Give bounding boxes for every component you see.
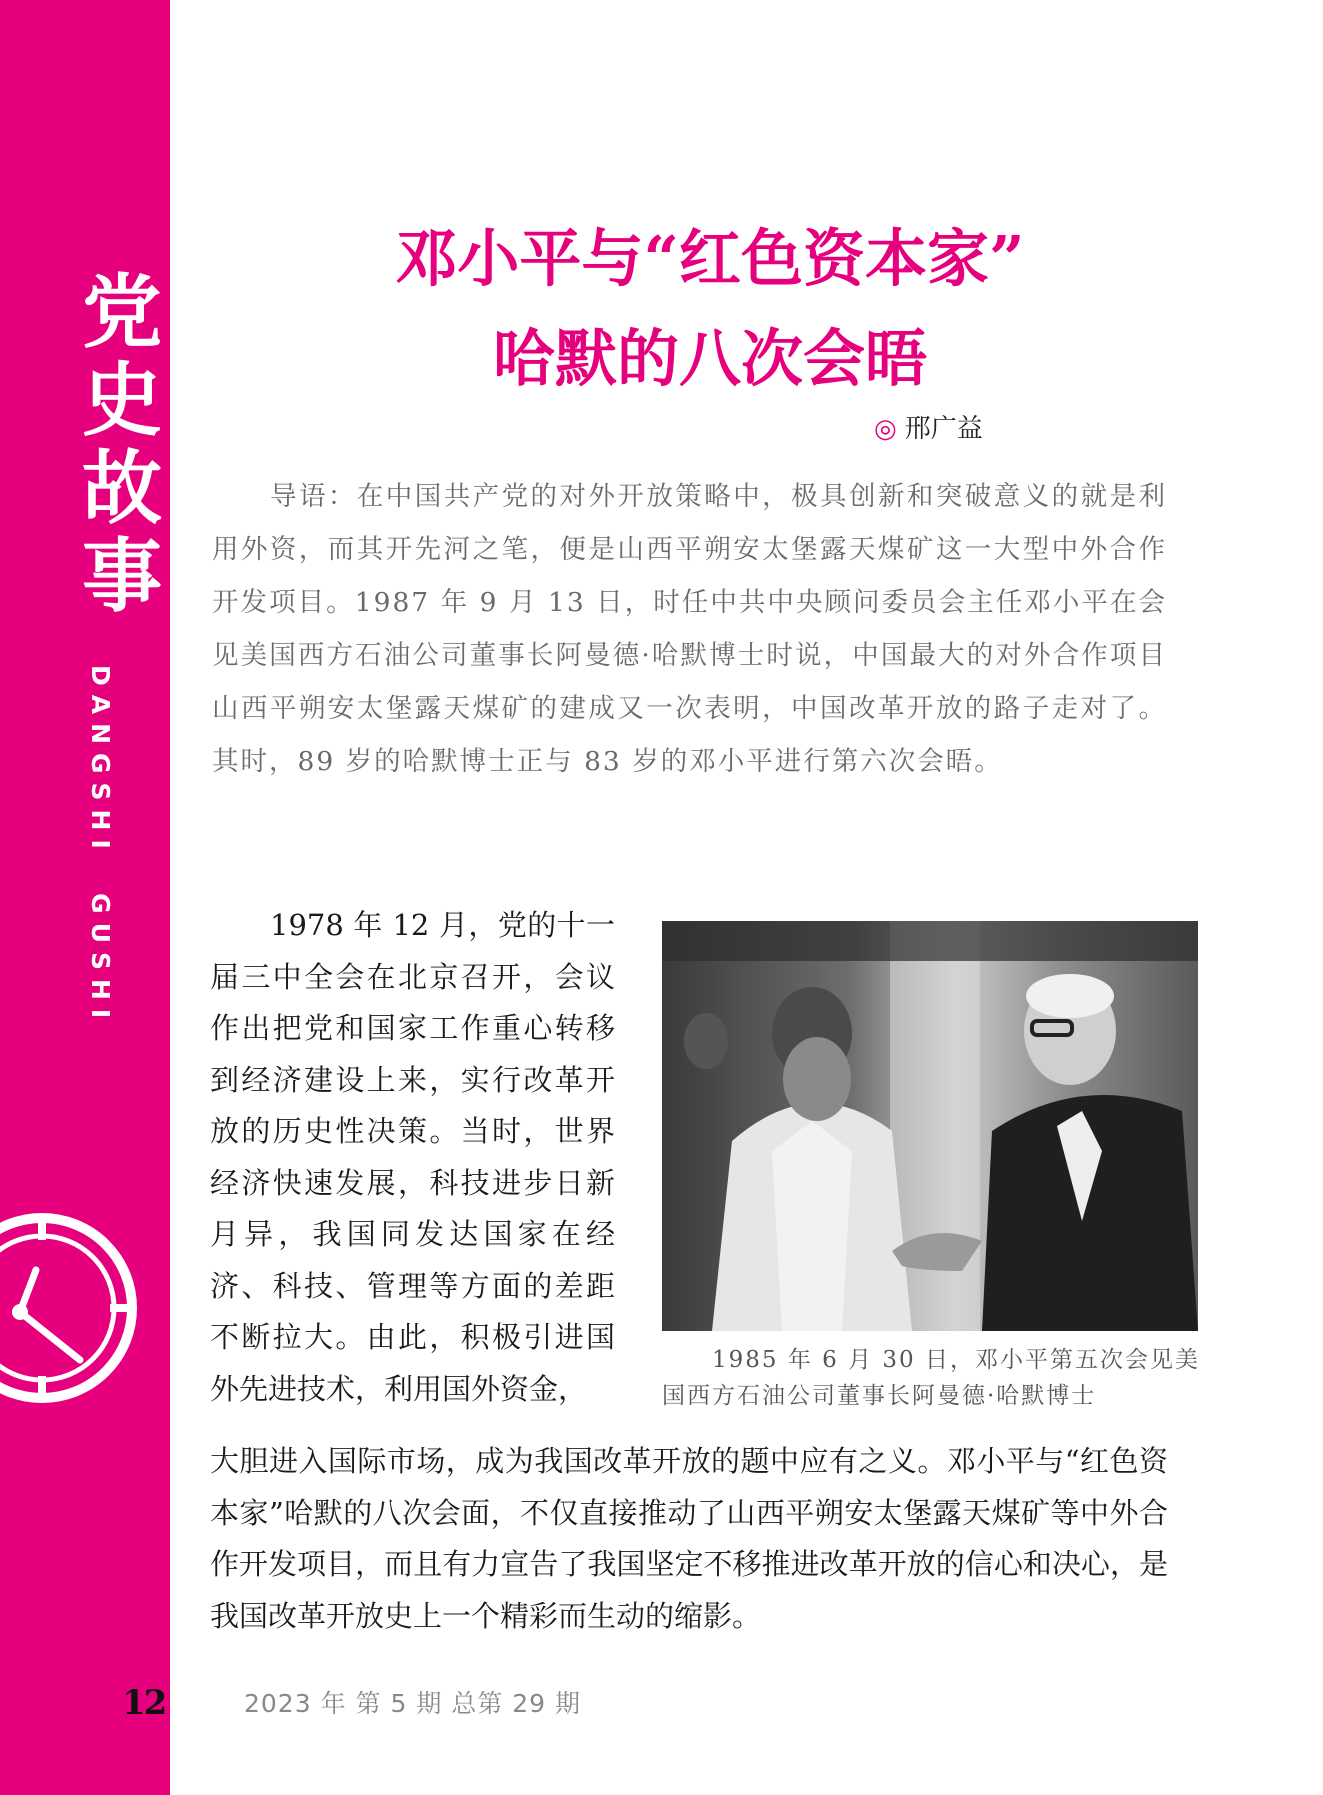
intro-paragraph: 导语：在中国共产党的对外开放策略中，极具创新和突破意义的就是利用外资，而其开先河之笔，便是山西平朔安太堡露天煤矿这一大型中外合作开发项目。1987 年 9 月 13 日，时任中共中央顾问委员会主任邓小平在会见美国西方石油公司董事长阿曼德·哈默博士时说，中国最大的对外合作项目山西平朔安太堡露天煤矿的建成又一次表明，中国改革开放的路子走对了。其时，89 岁的哈默博士正与 83 岁的邓小平进行第六次会晤。: [212, 481, 1167, 777]
body-paragraph-left: 1978 年 12 月，党的十一届三中全会在北京召开，会议作出把党和国家工作重心转移到经济建设上来，实行改革开放的历史性决策。当时，世界经济快速发展，科技进步日新月异，我国同发达国家在经济、科技、管理等方面的差距不断拉大。由此，积极引进国外先进技术，利用国外资金，: [210, 908, 615, 1406]
page-number: 12: [122, 1683, 166, 1723]
clock-icon: [0, 1200, 150, 1420]
byline-mark: ◎: [874, 414, 897, 444]
article-title-line2: 哈默的八次会晤: [492, 322, 927, 395]
sidebar: [0, 0, 170, 1795]
issue-info: 2023 年 第 5 期 总第 29 期: [244, 1689, 581, 1718]
photo-illustration: [662, 921, 1198, 1331]
article-title-line1: 邓小平与“红色资本家”: [395, 222, 1025, 295]
body-paragraph-bottom: 大胆进入国际市场，成为我国改革开放的题中应有之义。邓小平与“红色资本家”哈默的八次会面，不仅直接推动了山西平朔安太堡露天煤矿等中外合作开发项目，而且有力宣告了我国坚定不移推进改革开放的信心和决心，是我国改革开放史上一个精彩而生动的缩影。: [210, 1444, 1168, 1633]
author-name: 邢广益: [904, 414, 983, 444]
photo-caption: 1985 年 6 月 30 日，邓小平第五次会见美国西方石油公司董事长阿曼德·哈默博士: [662, 1347, 1200, 1409]
byline: [874, 408, 983, 445]
section-title-cn: 党 史 故 事: [82, 265, 162, 623]
historical-photo: [662, 921, 1198, 1331]
section-title-en: DANGSHI GUSHI: [86, 665, 115, 1028]
